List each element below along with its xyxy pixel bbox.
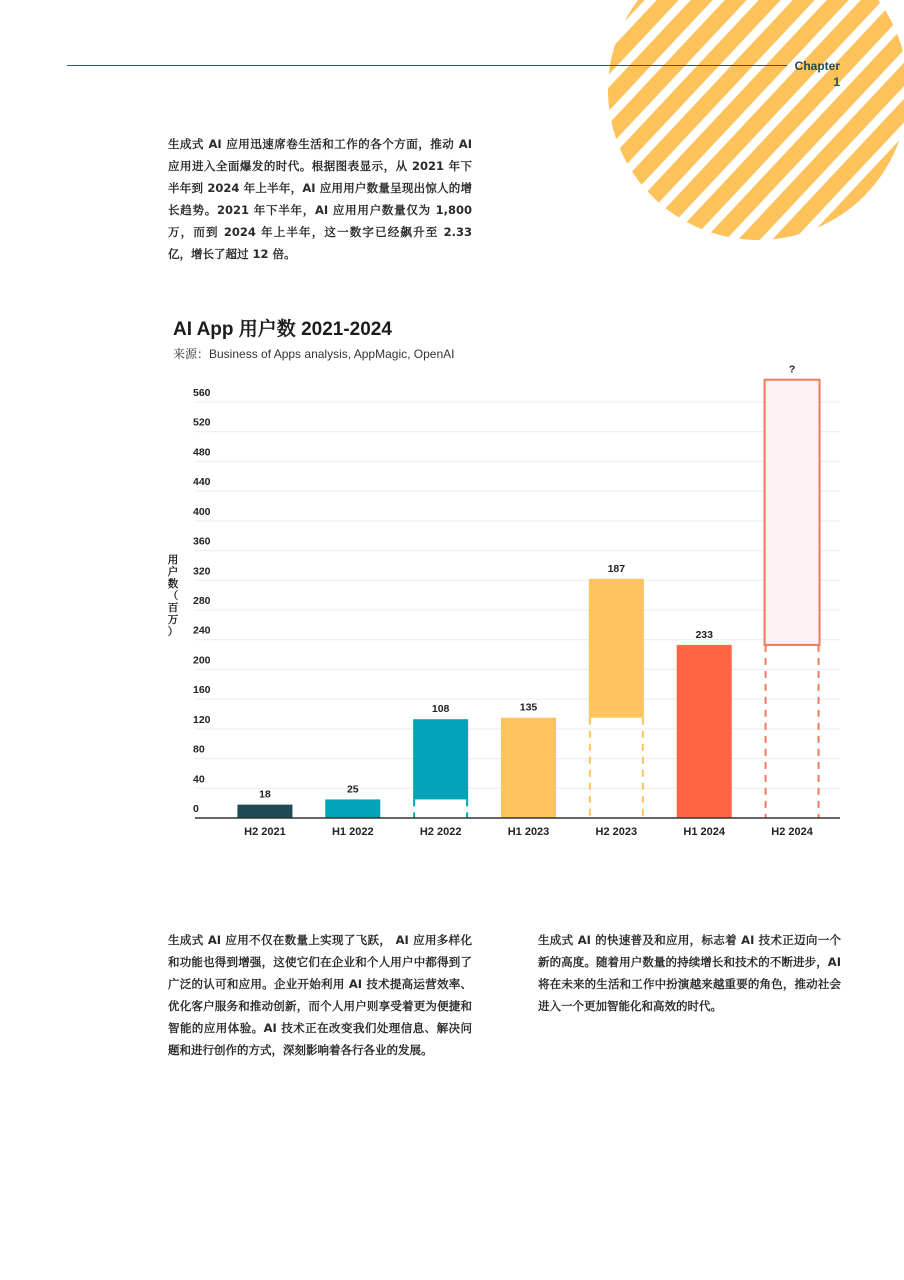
x-tick-label: H2 2023 xyxy=(595,826,638,838)
y-tick-label: 480 xyxy=(193,446,211,459)
y-tick-label: 200 xyxy=(193,654,211,667)
bar-value-label: 187 xyxy=(607,562,626,575)
intro-paragraph: 生成式 AI 应用迅速席卷生活和工作的各个方面，推动 AI 应用进入全面爆发的时代。根据图表显示，从 2021 年下半年到 2024 年上半年，AI 应用用户数量呈现出惊人的增长趋势。2021 年下半年，AI 应用用户数量仅为 1,800 万，而到 2024 年上半年，这一数字已经飙升至 2.33 亿，增长了超过 12 倍。 xyxy=(168,137,472,261)
bar xyxy=(501,718,556,818)
bar-value-label: 18 xyxy=(259,788,271,801)
y-tick-label: 40 xyxy=(193,773,205,786)
y-tick-label: 160 xyxy=(193,684,211,697)
y-tick-label: 120 xyxy=(193,713,211,726)
y-tick-label: 80 xyxy=(193,743,205,756)
y-tick-label: 440 xyxy=(193,476,211,489)
x-axis-ticks xyxy=(244,826,814,838)
bar xyxy=(589,579,644,718)
chapter-number: 1 xyxy=(833,75,840,89)
bar-value-label: 25 xyxy=(346,783,359,796)
y-axis-title: 用户数（百万） xyxy=(167,554,179,638)
bar xyxy=(413,719,468,799)
x-tick-label: H2 2024 xyxy=(771,826,813,838)
y-tick-label: 240 xyxy=(193,624,211,637)
chapter-label: Chapter xyxy=(794,59,840,73)
y-tick-label: 520 xyxy=(193,416,211,429)
x-tick-label: H1 2024 xyxy=(683,826,726,838)
y-tick-label: 400 xyxy=(193,505,211,518)
y-tick-label: 280 xyxy=(193,595,211,607)
y-tick-label: 560 xyxy=(193,387,211,399)
x-tick-label: H1 2022 xyxy=(331,826,374,838)
y-tick-label: 0 xyxy=(193,803,199,815)
bar-value-label: 135 xyxy=(519,701,538,714)
bar-value-label: 233 xyxy=(695,628,713,641)
x-tick-label: H1 2023 xyxy=(507,826,550,838)
y-axis-ticks xyxy=(193,387,211,815)
bar-forecast xyxy=(765,380,820,645)
x-tick-label: H2 2022 xyxy=(419,826,462,838)
bar xyxy=(677,645,732,818)
body-paragraph-left: 生成式 AI 应用不仅在数量上实现了飞跃， AI 应用多样化和功能也得到增强，这使它们在企业和个人用户中都得到了广泛的认可和应用。企业开始利用 AI 技术提高运营效率、优化客户服务和推动创新，而个人用户则享受着更为便捷和智能的应用体验。AI 技术正在改变我们处理信息、解决问题和进行创作的方式，深刻影响着各行各业的发展。 xyxy=(168,933,472,1057)
bar-value-label: ? xyxy=(788,363,796,376)
bar xyxy=(325,799,380,818)
body-paragraph-right: 生成式 AI 的快速普及和应用，标志着 AI 技术正迈向一个新的高度。随着用户数量的持续增长和技术的不断进步，AI 将在未来的生活和工作中扮演越来越重要的角色，推动社会进入一个更加智能化和高效的时代。 xyxy=(538,933,841,1013)
bar-value-label: 108 xyxy=(431,703,450,716)
x-tick-label: H2 2021 xyxy=(244,826,286,838)
bar xyxy=(237,805,292,818)
y-tick-label: 320 xyxy=(193,565,211,578)
chart-bars xyxy=(237,380,819,818)
y-tick-label: 360 xyxy=(193,535,211,548)
chart-source: 来源：Business of Apps analysis, AppMagic, OpenAI xyxy=(173,347,455,361)
chart-title: AI App 用户数 2021-2024 xyxy=(173,319,392,340)
